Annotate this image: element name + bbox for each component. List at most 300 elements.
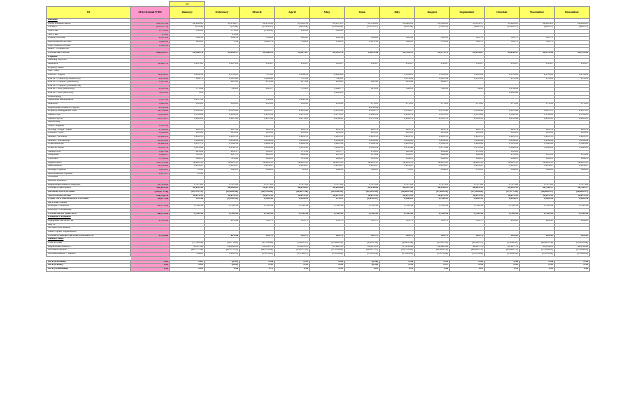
table-cell: 83,403.15 [275, 245, 310, 249]
table-cell: 817.69 [275, 81, 310, 85]
table-cell: 0.53 [275, 264, 310, 268]
row-label: DCR (Watershed) [47, 267, 131, 271]
table-cell: 1,403.00 [380, 143, 415, 147]
row-label: Replacement Reserve Eligible [47, 106, 131, 110]
table-cell: 3,484.99 [170, 139, 205, 143]
table-cell: 19,872.15 [520, 194, 555, 198]
table-cell: 3,484.99 [485, 139, 520, 143]
table-cell: 5,700.54 [520, 205, 555, 209]
table-cell: 516.73 [275, 234, 310, 238]
row-label: Electric / Lights [47, 73, 131, 77]
row-label: Hazardous Maintenance [47, 99, 131, 103]
table-cell: 1.29 [380, 267, 415, 271]
table-cell: 192.75 [520, 40, 555, 44]
row-label: NON-CASH ITEMS [47, 194, 131, 198]
table-cell: (17,377.94) [485, 190, 520, 194]
row-label: DCR (Lower) [47, 264, 131, 268]
table-cell: 91,827.78 [485, 245, 520, 249]
table-cell: 1.48 [205, 267, 240, 271]
table-cell: 516.73 [450, 234, 485, 238]
table-cell: 1.48 [555, 267, 590, 271]
table-cell: (60,717.54) [170, 249, 205, 253]
row-label: Financial Covenants [47, 216, 131, 220]
table-cell: 909.45 [520, 220, 555, 224]
table-cell: 1,232.40 [380, 146, 415, 150]
table-cell: (19,761.79) [170, 190, 205, 194]
row-label: Expense [47, 55, 131, 59]
table-cell: 23,126.52 [275, 22, 310, 26]
table-cell: 600.40 [345, 81, 380, 85]
table-cell: 9,835.80 [131, 77, 170, 81]
table-cell: 3,484.99 [310, 139, 345, 143]
table-cell: 23,539.00 [345, 22, 380, 26]
table-cell: 3,268.03 [380, 198, 415, 202]
table-cell: 431 [170, 92, 205, 96]
table-cell: 1,019.97 [380, 165, 415, 169]
table-cell: 3,213.56 [345, 40, 380, 44]
table-cell: 1,240.00 [485, 146, 520, 150]
table-cell: 661.76 [380, 128, 415, 132]
table-cell: 19,872.15 [485, 194, 520, 198]
table-cell: 1,047.00 [205, 62, 240, 66]
table-cell: 1,210.34 [415, 77, 450, 81]
table-cell: 1,037.50 [170, 99, 205, 103]
row-label: Onsite Cost [47, 114, 131, 118]
table-cell: 275.00 [415, 103, 450, 107]
table-cell: 1,990.02 [170, 117, 205, 121]
table-cell: 0.55 [520, 264, 555, 268]
table-cell: 249.00 [310, 168, 345, 172]
row-label: Laundry Income [47, 37, 131, 41]
table-cell: 470.00 [555, 154, 590, 158]
table-cell: 1,269.30 [310, 146, 345, 150]
table-cell: 18,810.33 [380, 161, 415, 165]
table-cell: 78.00 [380, 168, 415, 172]
table-cell: 2,184.87 [380, 110, 415, 114]
table-cell: 852.67 [380, 62, 415, 66]
table-cell: 1.42 [520, 267, 555, 271]
table-cell: 253.00 [345, 150, 380, 154]
table-cell: 295.00 [345, 132, 380, 136]
table-cell: (428.57) [555, 26, 590, 30]
table-cell: 1.04 [345, 267, 380, 271]
table-cell: 5,700.54 [415, 205, 450, 209]
table-cell: 5,700.54 [485, 205, 520, 209]
table-cell: 2,033.49 [485, 117, 520, 121]
table-cell: 25.00 [131, 33, 170, 37]
table-cell: 295.00 [555, 132, 590, 136]
row-label: Insurance [47, 62, 131, 66]
column-header: August [415, 7, 450, 19]
table-cell: 489.98 [275, 154, 310, 158]
table-cell: 295.00 [485, 132, 520, 136]
table-cell: 280,147.99 [131, 22, 170, 26]
table-cell: 1,824.58 [170, 73, 205, 77]
table-cell: 1,727.08 [380, 183, 415, 187]
table-cell: (5,983.17) [275, 242, 310, 246]
table-cell: 1,727.08 [520, 183, 555, 187]
table-cell: 1,045.12 [205, 253, 240, 257]
table-cell: 155.00 [415, 40, 450, 44]
table-cell: 0.47 [415, 264, 450, 268]
table-cell: 852.67 [520, 62, 555, 66]
table-cell: 2,267.25 [520, 110, 555, 114]
table-cell: 192.75 [485, 40, 520, 44]
row-label: Miscellaneous Expense [47, 172, 131, 176]
table-cell: 0.02 [170, 267, 205, 271]
table-cell: 2,267.25 [555, 110, 590, 114]
table-cell: 5,700.54 [275, 212, 310, 216]
table-cell: 1,078.12 [275, 114, 310, 118]
table-cell: 23,207.01 [310, 22, 345, 26]
table-cell: 0.06 [310, 260, 345, 264]
table-cell: 5.34 [205, 40, 240, 44]
table-cell: (1,019.00) [310, 26, 345, 30]
table-cell: (38,701.80) [380, 249, 415, 253]
row-label: Late Transfer Income [47, 44, 131, 48]
table-cell: 1.75 [240, 267, 275, 271]
row-label: R & M - Contract (materials) [47, 81, 131, 85]
table-cell: 516.73 [345, 234, 380, 238]
table-cell: 2,191.88 [205, 110, 240, 114]
table-cell: 284.59 [205, 37, 240, 41]
table-cell: 661.55 [170, 128, 205, 132]
table-cell: 89,820.99 [415, 245, 450, 249]
table-cell: 1,075.85 [310, 114, 345, 118]
table-cell: 852.67 [275, 62, 310, 66]
table-cell: 361.47 [240, 150, 275, 154]
table-cell: 1,298.79 [240, 40, 275, 44]
table-cell: 3,484.99 [450, 139, 485, 143]
table-cell: 25.00 [205, 33, 240, 37]
row-label: Trash Removal [47, 143, 131, 147]
column-header: December [555, 7, 590, 19]
table-cell: 5,700.54 [240, 212, 275, 216]
table-cell: 275.00 [345, 103, 380, 107]
column-header: September [450, 7, 485, 19]
table-cell: 852.67 [240, 62, 275, 66]
table-cell: 294.23 [485, 157, 520, 161]
table-cell: 1.34 [131, 267, 170, 271]
table-cell: (37,004.81) [555, 249, 590, 253]
table-cell: 1,275.46 [415, 146, 450, 150]
table-cell: 3,498.98 [131, 40, 170, 44]
table-cell: 23,427.67 [275, 51, 310, 55]
table-cell: (17,389.84) [450, 190, 485, 194]
table-cell: 322.75 [520, 37, 555, 41]
table-cell: 1,993.31 [555, 136, 590, 140]
table-cell: 1,147.28 [131, 125, 170, 129]
table-cell: 285.00 [310, 103, 345, 107]
table-cell: 1,727.08 [240, 183, 275, 187]
table-cell: 5,700.54 [275, 205, 310, 209]
table-cell: 93,234.61 [520, 245, 555, 249]
row-label: Gross Potential Rents [47, 22, 131, 26]
table-cell: 2,030.35 [205, 146, 240, 150]
table-cell: 1,019.97 [555, 165, 590, 169]
row-label: TOTAL EXPENSES [47, 187, 131, 191]
table-cell: 19,872.15 [170, 194, 205, 198]
table-cell: 1,048.77 [310, 88, 345, 92]
table-cell: 1,298.40 [240, 77, 275, 81]
table-cell: (214,271.76) [131, 190, 170, 194]
table-cell: (780.53) [415, 26, 450, 30]
table-cell: 1,437.71 [170, 143, 205, 147]
table-cell: 428.95 [240, 154, 275, 158]
table-cell: 24,477.00 [131, 198, 170, 202]
table-cell: 1.01 [450, 267, 485, 271]
table-cell: 1,083.56 [240, 114, 275, 118]
table-cell: 5,700.54 [240, 205, 275, 209]
table-cell: 5,387.50 [131, 99, 170, 103]
table-cell: 516.73 [415, 220, 450, 224]
table-cell: 2,235.49 [415, 110, 450, 114]
table-cell: 1,609.98 [450, 143, 485, 147]
table-cell: (37,004.81) [520, 249, 555, 253]
table-cell: 1,993.31 [520, 136, 555, 140]
table-cell: 780.00 [310, 77, 345, 81]
table-cell: 40,788.37 [520, 187, 555, 191]
table-cell: 284.00 [240, 168, 275, 172]
table-cell: 229.00 [170, 40, 205, 44]
table-cell: 87,638.42 [380, 245, 415, 249]
table-cell: 2,143.33 [450, 117, 485, 121]
table-cell: (0.36) [345, 260, 380, 264]
row-label: Revenue [47, 19, 131, 23]
row-label: Building Services [47, 59, 131, 63]
table-cell: 294.23 [170, 157, 205, 161]
table-cell: (1,026.57) [485, 26, 520, 30]
table-cell: 258.00 [310, 40, 345, 44]
table-cell: 3,162.55 [240, 198, 275, 202]
table-cell: 693.76 [485, 128, 520, 132]
table-cell: 478.89 [240, 81, 275, 85]
table-cell: 852.67 [485, 62, 520, 66]
table-cell: 23,174.79 [415, 51, 450, 55]
table-cell: 8,541.38 [131, 88, 170, 92]
column-header: March [240, 7, 275, 19]
table-cell: 0.46 [485, 260, 520, 264]
column-header: October [485, 7, 520, 19]
table-cell: 94,639.40 [555, 245, 590, 249]
table-cell: (1,114.04) [310, 253, 345, 257]
table-cell: 901.96 [380, 81, 415, 85]
table-cell: 1,240.00 [520, 146, 555, 150]
table-cell: 8,748.08 [131, 128, 170, 132]
table-cell: 1,047.00 [170, 62, 205, 66]
table-cell: 787.63 [240, 73, 275, 77]
table-cell: 6,127.07 [131, 172, 170, 176]
table-cell: 909.45 [485, 220, 520, 224]
table-cell: 228.98 [380, 150, 415, 154]
table-cell: 1,019.97 [345, 165, 380, 169]
row-label: Overhead [47, 176, 131, 180]
table-cell: 0.49 [415, 260, 450, 264]
table-cell: 18,810.33 [275, 161, 310, 165]
table-cell: 1,061.22 [205, 114, 240, 118]
table-cell: 972.09 [555, 77, 590, 81]
row-label: Gas / Heat [47, 70, 131, 74]
table-cell: 264.00 [520, 168, 555, 172]
table-cell: 789.60 [170, 253, 205, 257]
table-cell: 79,197.48 [170, 245, 205, 249]
table-cell: 5,700.54 [380, 212, 415, 216]
table-cell: (19,596.92) [310, 190, 345, 194]
table-cell: 312.77 [310, 150, 345, 154]
table-cell: 1,727.08 [275, 183, 310, 187]
table-cell: 0.95 [310, 267, 345, 271]
table-cell: 5,567.68 [131, 81, 170, 85]
table-cell: 0.58 [520, 260, 555, 264]
table-cell: 285.00 [170, 103, 205, 107]
table-cell: 294.23 [240, 157, 275, 161]
table-cell: 40,054.83 [275, 187, 310, 191]
table-cell: 295.00 [520, 132, 555, 136]
row-label: Amortization [47, 165, 131, 169]
table-cell: 667.59 [205, 128, 240, 132]
table-cell: 23,892.03 [485, 22, 520, 26]
table-cell: 5,700.54 [205, 205, 240, 209]
table-body [47, 19, 590, 272]
table-cell: 5,700.54 [450, 212, 485, 216]
table-cell: 3,262.18 [555, 198, 590, 202]
table-cell: (1,213.00) [520, 253, 555, 257]
table-cell: 1,265.24 [345, 146, 380, 150]
table-cell: 516.73 [450, 220, 485, 224]
table-cell: 2,192.00 [170, 110, 205, 114]
table-cell: 40,367.43 [380, 187, 415, 191]
table-cell: 275.00 [520, 103, 555, 107]
table-cell: 285.00 [485, 150, 520, 154]
table-cell: (25.42) [205, 26, 240, 30]
table-cell: 23,428.00 [380, 22, 415, 26]
table-cell: 3,484.99 [555, 139, 590, 143]
table-cell: 81,690.53 [310, 245, 345, 249]
row-label: Property Management Fees [47, 110, 131, 114]
table-cell: 18,810.33 [205, 161, 240, 165]
table-cell: 200.43 [275, 37, 310, 41]
table-cell: 3,484.99 [205, 139, 240, 143]
table-cell: 3,611.93 [131, 92, 170, 96]
table-cell: 322.75 [485, 37, 520, 41]
table-cell: 275.00 [555, 103, 590, 107]
table-cell: 23,166.22 [240, 51, 275, 55]
column-header: 94 [47, 7, 131, 19]
table-cell: 1.56 [275, 267, 310, 271]
table-cell: 3,484.99 [240, 139, 275, 143]
table-cell: (35,017.11) [275, 249, 310, 253]
table-cell: 68,173.04 [131, 212, 170, 216]
table-cell: 295.00 [170, 132, 205, 136]
table-cell: (1,136.07) [275, 253, 310, 257]
table-cell: 9,743.86 [131, 220, 170, 224]
table-cell: 1,223.41 [275, 146, 310, 150]
table-cell: 972.09 [485, 77, 520, 81]
row-label: Natural Gas [47, 150, 131, 154]
table-cell: 24,092.03 [520, 22, 555, 26]
table-cell: 350.00 [170, 29, 205, 33]
table-cell: 2,020.85 [520, 117, 555, 121]
table-cell: (0.34) [345, 264, 380, 268]
table-cell: 1,469.39 [275, 143, 310, 147]
table-cell: 18,810.33 [310, 161, 345, 165]
table-cell: 0.58 [555, 260, 590, 264]
table-cell: (1,100.00) [380, 253, 415, 257]
table-cell: 650.00 [275, 29, 310, 33]
table-cell: 414.57 [205, 150, 240, 154]
table-cell: 23,114.57 [450, 22, 485, 26]
table-cell: 18,810.33 [555, 161, 590, 165]
table-cell: 19,872.15 [415, 194, 450, 198]
table-cell: 42,889.68 [310, 187, 345, 191]
table-cell: 1,211.64 [450, 114, 485, 118]
table-cell: 0.58 [240, 260, 275, 264]
table-cell: 3,548.00 [131, 132, 170, 136]
table-cell: 18,660.29 [131, 143, 170, 147]
table-cell: 4,230.99 [345, 106, 380, 110]
table-cell: 373.56 [275, 150, 310, 154]
table-cell: 0.42 [450, 264, 485, 268]
table-cell: 510.47 [170, 154, 205, 158]
table-cell: (41,009.74) [415, 249, 450, 253]
table-cell: 1,993.31 [275, 136, 310, 140]
table-cell: 423.06 [170, 150, 205, 154]
row-label: Equipment Services Fee [47, 220, 131, 224]
table-cell: (16,604.12) [380, 190, 415, 194]
table-cell: 0.04 [310, 264, 345, 268]
table-cell: 0.42 [485, 264, 520, 268]
table-cell: 1,159.93 [555, 114, 590, 118]
table-cell: 300.41 [415, 37, 450, 41]
table-cell: 1,907.69 [240, 117, 275, 121]
table-cell: 1,727.08 [450, 183, 485, 187]
table-cell: 294.23 [380, 157, 415, 161]
table-cell: 1,019.97 [310, 165, 345, 169]
table-cell: 663.76 [415, 128, 450, 132]
table-cell: 787.63 [275, 77, 310, 81]
table-cell: (1,209.20) [485, 253, 520, 257]
table-cell: 852.67 [310, 62, 345, 66]
table-cell: 18,810.33 [170, 161, 205, 165]
table-cell: 2,482.31 [450, 198, 485, 202]
table-cell: 1,897.96 [205, 117, 240, 121]
table-cell: 68,173.04 [131, 205, 170, 209]
table-cell: 12,239.64 [131, 165, 170, 169]
table-cell: 693.76 [555, 128, 590, 132]
table-cell: (13,090.23) [310, 242, 345, 246]
table-cell: (41,173.55) [205, 249, 240, 253]
table-cell: 663.76 [240, 128, 275, 132]
table-cell: 1,993.31 [310, 136, 345, 140]
row-label: Accrued Interest - Tenants [47, 253, 131, 257]
table-cell: (53,218.26) [555, 242, 590, 246]
table-cell: 4,147.09 [131, 37, 170, 41]
column-header: November [520, 7, 555, 19]
table-cell: 23,638.47 [485, 51, 520, 55]
table-cell: 19,872.15 [450, 194, 485, 198]
table-cell: 516.73 [240, 220, 275, 224]
table-cell: 1,596.38 [345, 143, 380, 147]
table-cell: 14,489.93 [131, 73, 170, 77]
table-cell: 1,002.00 [485, 92, 520, 96]
table-cell: 295.00 [205, 132, 240, 136]
table-cell: 90,427.78 [450, 245, 485, 249]
table-cell: 3,484.99 [520, 139, 555, 143]
table-cell: 516.73 [345, 220, 380, 224]
table-cell: 1.14 [485, 267, 520, 271]
column-header: January [170, 7, 205, 19]
table-cell: 2,361.72 [415, 117, 450, 121]
